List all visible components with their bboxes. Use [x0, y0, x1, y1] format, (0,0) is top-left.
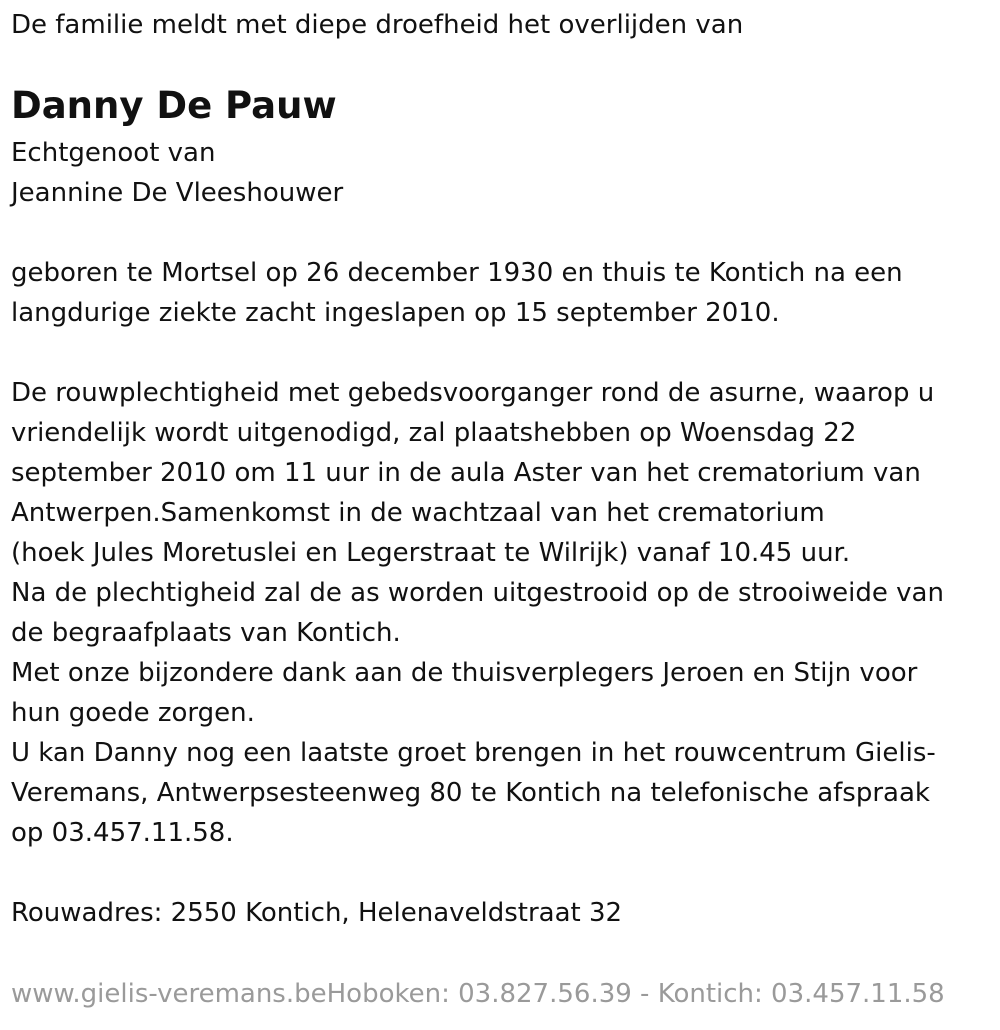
paragraph-line: Antwerpen.Samenkomst in de wachtzaal van het crematorium — [11, 498, 825, 528]
paragraph-line: U kan Danny nog een laatste groet brengen in het rouwcentrum Gielis- — [11, 738, 936, 768]
paragraph-line: geboren te Mortsel op 26 december 1930 en thuis te Kontich na een — [11, 258, 903, 288]
relation-role: Echtgenoot van — [11, 138, 216, 168]
paragraph-line: de begraafplaats van Kontich. — [11, 618, 401, 648]
spouse-name: Jeannine De Vleeshouwer — [11, 178, 344, 208]
birth-death-paragraph — [11, 253, 903, 333]
intro-text: De familie meldt met diepe droefheid het overlijden van — [11, 10, 744, 40]
paragraph-line: op 03.457.11.58. — [11, 818, 234, 848]
footer-contact: www.gielis-veremans.beHoboken: 03.827.56.39 - Kontich: 03.457.11.58 — [11, 979, 945, 1009]
paragraph-line: langdurige ziekte zacht ingeslapen op 15 september 2010. — [11, 298, 780, 328]
relation-block — [11, 133, 343, 213]
paragraph-line: vriendelijk wordt uitgenodigd, zal plaatshebben op Woensdag 22 — [11, 418, 857, 448]
deceased-name: Danny De Pauw — [11, 84, 337, 127]
paragraph-line: hun goede zorgen. — [11, 698, 255, 728]
paragraph-line: (hoek Jules Moretuslei en Legerstraat te Wilrijk) vanaf 10.45 uur. — [11, 538, 851, 568]
paragraph-line: De rouwplechtigheid met gebedsvoorganger rond de asurne, waarop u — [11, 378, 935, 408]
mourning-address: Rouwadres: 2550 Kontich, Helenaveldstraat 32 — [11, 898, 623, 928]
ceremony-paragraph — [11, 373, 944, 853]
paragraph-line: Veremans, Antwerpsesteenweg 80 te Kontich na telefonische afspraak — [11, 778, 930, 808]
paragraph-line: Met onze bijzondere dank aan de thuisverplegers Jeroen en Stijn voor — [11, 658, 918, 688]
paragraph-line: september 2010 om 11 uur in de aula Aster van het crematorium van — [11, 458, 921, 488]
paragraph-line: Na de plechtigheid zal de as worden uitgestrooid op de strooiweide van — [11, 578, 944, 608]
